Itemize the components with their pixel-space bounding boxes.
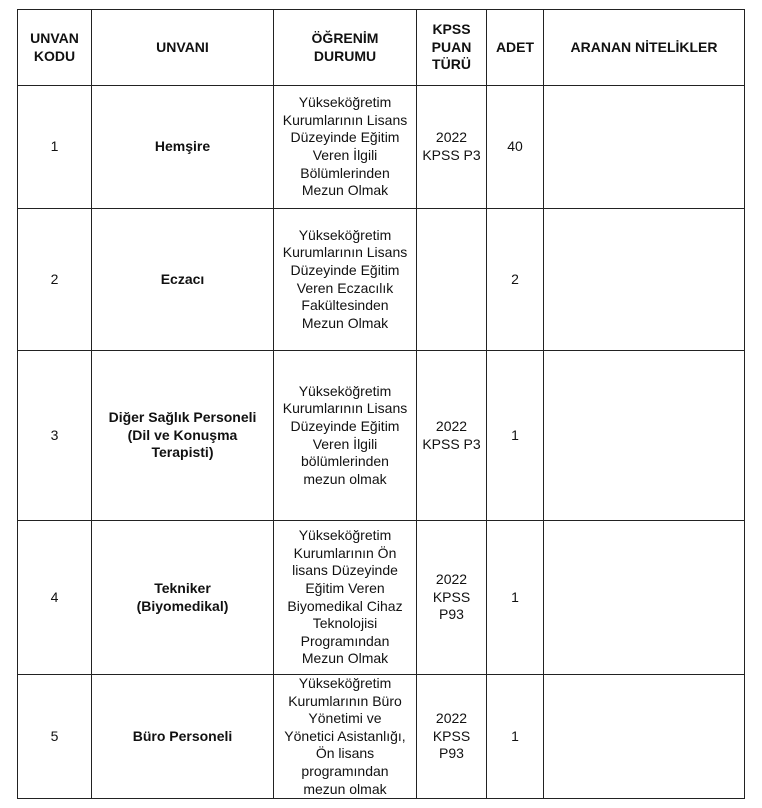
row-title: Tekniker (Biyomedikal) (92, 521, 274, 675)
row-count: 2 (487, 209, 544, 351)
row-code: 4 (18, 521, 92, 675)
header-kpss: KPSS PUAN TÜRÜ (417, 10, 487, 86)
row-count: 1 (487, 675, 544, 799)
row-qualifications (544, 86, 745, 209)
header-row (18, 10, 745, 86)
header-qualifications: ARANAN NİTELİKLER (544, 10, 745, 86)
row-kpss: 2022 KPSS P93 (417, 675, 487, 799)
row-code: 2 (18, 209, 92, 351)
row-code: 1 (18, 86, 92, 209)
row-education: Yükseköğretim Kurumlarının Ön lisans Düzeyinde Eğitim Veren Biyomedikal Cihaz Teknolojisi Programından Mezun Olmak (274, 521, 417, 675)
table-row (18, 86, 745, 209)
row-kpss: 2022 KPSS P93 (417, 521, 487, 675)
row-qualifications (544, 675, 745, 799)
header-count: ADET (487, 10, 544, 86)
row-count: 40 (487, 86, 544, 209)
row-title: Eczacı (92, 209, 274, 351)
row-kpss: 2022 KPSS P3 (417, 351, 487, 521)
row-qualifications (544, 351, 745, 521)
row-count: 1 (487, 351, 544, 521)
header-code: UNVAN KODU (18, 10, 92, 86)
row-education: Yükseköğretim Kurumlarının Büro Yönetimi ve Yönetici Asistanlığı, Ön lisans programından mezun olmak (274, 675, 417, 799)
row-count: 1 (487, 521, 544, 675)
header-education: ÖĞRENİM DURUMU (274, 10, 417, 86)
row-code: 3 (18, 351, 92, 521)
row-kpss: 2022 KPSS P3 (417, 86, 487, 209)
row-code: 5 (18, 675, 92, 799)
table-row (18, 675, 745, 799)
table-row (18, 351, 745, 521)
positions-table (17, 9, 745, 799)
row-education: Yükseköğretim Kurumlarının Lisans Düzeyinde Eğitim Veren İlgili Bölümlerinden Mezun Olmak (274, 86, 417, 209)
row-title: Diğer Sağlık Personeli (Dil ve Konuşma Terapisti) (92, 351, 274, 521)
table-row (18, 209, 745, 351)
row-qualifications (544, 209, 745, 351)
row-kpss (417, 209, 487, 351)
row-title: Hemşire (92, 86, 274, 209)
row-education: Yükseköğretim Kurumlarının Lisans Düzeyinde Eğitim Veren Eczacılık Fakültesinden Mezun Olmak (274, 209, 417, 351)
row-qualifications (544, 521, 745, 675)
row-title: Büro Personeli (92, 675, 274, 799)
row-education: Yükseköğretim Kurumlarının Lisans Düzeyinde Eğitim Veren İlgili bölümlerinden mezun olmak (274, 351, 417, 521)
header-title: UNVANI (92, 10, 274, 86)
table-row (18, 521, 745, 675)
